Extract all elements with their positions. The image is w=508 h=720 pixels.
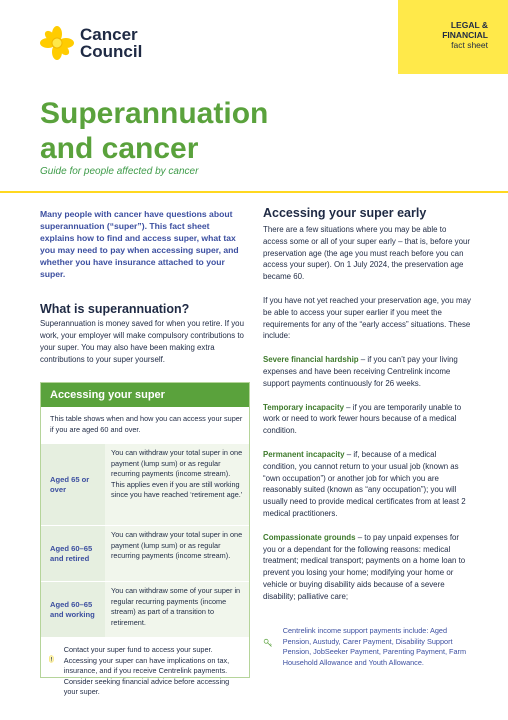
- row-text: You can withdraw your total super in one payment (lump sum) or as regular recurring payments (income stream).: [105, 526, 249, 581]
- brand-name: [80, 26, 142, 60]
- early-paragraph-1: There are a few situations where you may be able to access some or all of your super early – that is, before your preservation age (the age you must reach before you can access your super). On 1 July 2024, the preservation age became 60.: [263, 225, 471, 282]
- tag-title-1: LEGAL &: [450, 20, 488, 30]
- key-icon: [263, 626, 273, 660]
- daffodil-logo-icon: [40, 26, 74, 60]
- row-label: Aged 60–65 and retired: [41, 526, 105, 581]
- early-item-text: – to pay unpaid expenses for you or a dependant for the following reasons: medical treatment; medical transport; payments on a home loan to prevent you losing your home; modifying your home or vehicle or buying disability aids because of a severe disability; palliative care;: [263, 532, 466, 601]
- early-item-text: – if you are temporarily unable to work or need to work fewer hours because of a medical condition.: [263, 402, 462, 436]
- table-note: This table shows when and how you can access your super if you are aged 60 and over.: [50, 414, 243, 434]
- cancer-council-logo: [40, 26, 142, 60]
- early-item-term: Temporary incapacity: [263, 402, 344, 412]
- brand-line-1: Cancer: [80, 25, 138, 44]
- row-label: Aged 65 or over: [41, 444, 105, 525]
- early-item: [263, 449, 471, 520]
- what-body: Superannuation is money saved for when you retire. If you work, your employer will make compulsory contributions to your super. You may also have been making extra contributions to your super yourself.: [40, 319, 244, 364]
- table-row: [41, 443, 249, 525]
- tag-title-2: FINANCIAL: [442, 30, 488, 40]
- page-title-line-2: and cancer: [40, 132, 199, 165]
- exclamation-icon: [49, 645, 54, 673]
- centrelink-info-box: [263, 626, 473, 668]
- early-paragraph-2: If you have not yet reached your preservation age, you may be able to access your super earlier if you meet the requirements for any of the “early access” situations. These include:: [263, 295, 471, 341]
- page-title: [40, 96, 340, 166]
- row-label: Aged 60–65 and working: [41, 582, 105, 637]
- page-subtitle: Guide for people affected by cancer: [40, 166, 199, 177]
- table-heading: Accessing your super: [41, 383, 249, 407]
- early-item: [263, 354, 471, 389]
- header-divider: [0, 191, 508, 193]
- tag-subtitle: fact sheet: [451, 40, 488, 50]
- table-row: [41, 525, 249, 581]
- brand-line-2: Council: [80, 42, 143, 61]
- legal-financial-tag: [398, 0, 508, 74]
- what-heading: What is superannuation?: [40, 302, 190, 316]
- intro-paragraph: Many people with cancer have questions about superannuation (“super”). This fact sheet explains how to find and access super, what tax you may need to pay when accessing super, and whether you have insurance attached to your super.: [40, 209, 239, 279]
- tip-text: Contact your super fund to access your super. Accessing your super can have implications on tax, insurance, and if you receive Centrelink payments. Consider seeking financial advice before accessing your super.: [63, 645, 230, 697]
- early-item: [263, 532, 471, 603]
- early-heading: Accessing your super early: [263, 206, 427, 220]
- early-item-text: – if you can’t pay your living expenses and have been receiving Centrelink income support payments continuously for 26 weeks.: [263, 355, 458, 388]
- early-item-term: Permanent incapacity: [263, 449, 345, 459]
- early-item-term: Severe financial hardship: [263, 355, 359, 365]
- tip-box: [41, 637, 249, 698]
- page-title-line-1: Superannuation: [40, 97, 269, 130]
- table-row: [41, 581, 249, 637]
- early-item: [263, 402, 471, 437]
- row-text: You can withdraw your total super in one payment (lump sum) or as regular recurring payments (income stream). This applies even if you are still working since you have reached ‘retirement age.’: [105, 444, 249, 525]
- early-item-term: Compassionate grounds: [263, 532, 356, 542]
- accessing-super-table: [40, 382, 250, 697]
- right-column: [263, 206, 471, 615]
- centrelink-info-text: Centrelink income support payments include: Aged Pension, Austudy, Carer Payment, Disability Support Pension, JobSeeker Payment, Parenting Payment, Farm Household Allowance and Youth Allowance.: [282, 626, 467, 667]
- row-text: You can withdraw some of your super in regular recurring payments (income stream) as part of a transition to retirement.: [105, 582, 249, 637]
- early-item-text: – if, because of a medical condition, you cannot return to your usual job (known as “own occupation”) or another job for which you are reasonably suited (known as “any occupation”); you will usually need to provide medical certificates from at least 2 medical practitioners.: [263, 449, 466, 518]
